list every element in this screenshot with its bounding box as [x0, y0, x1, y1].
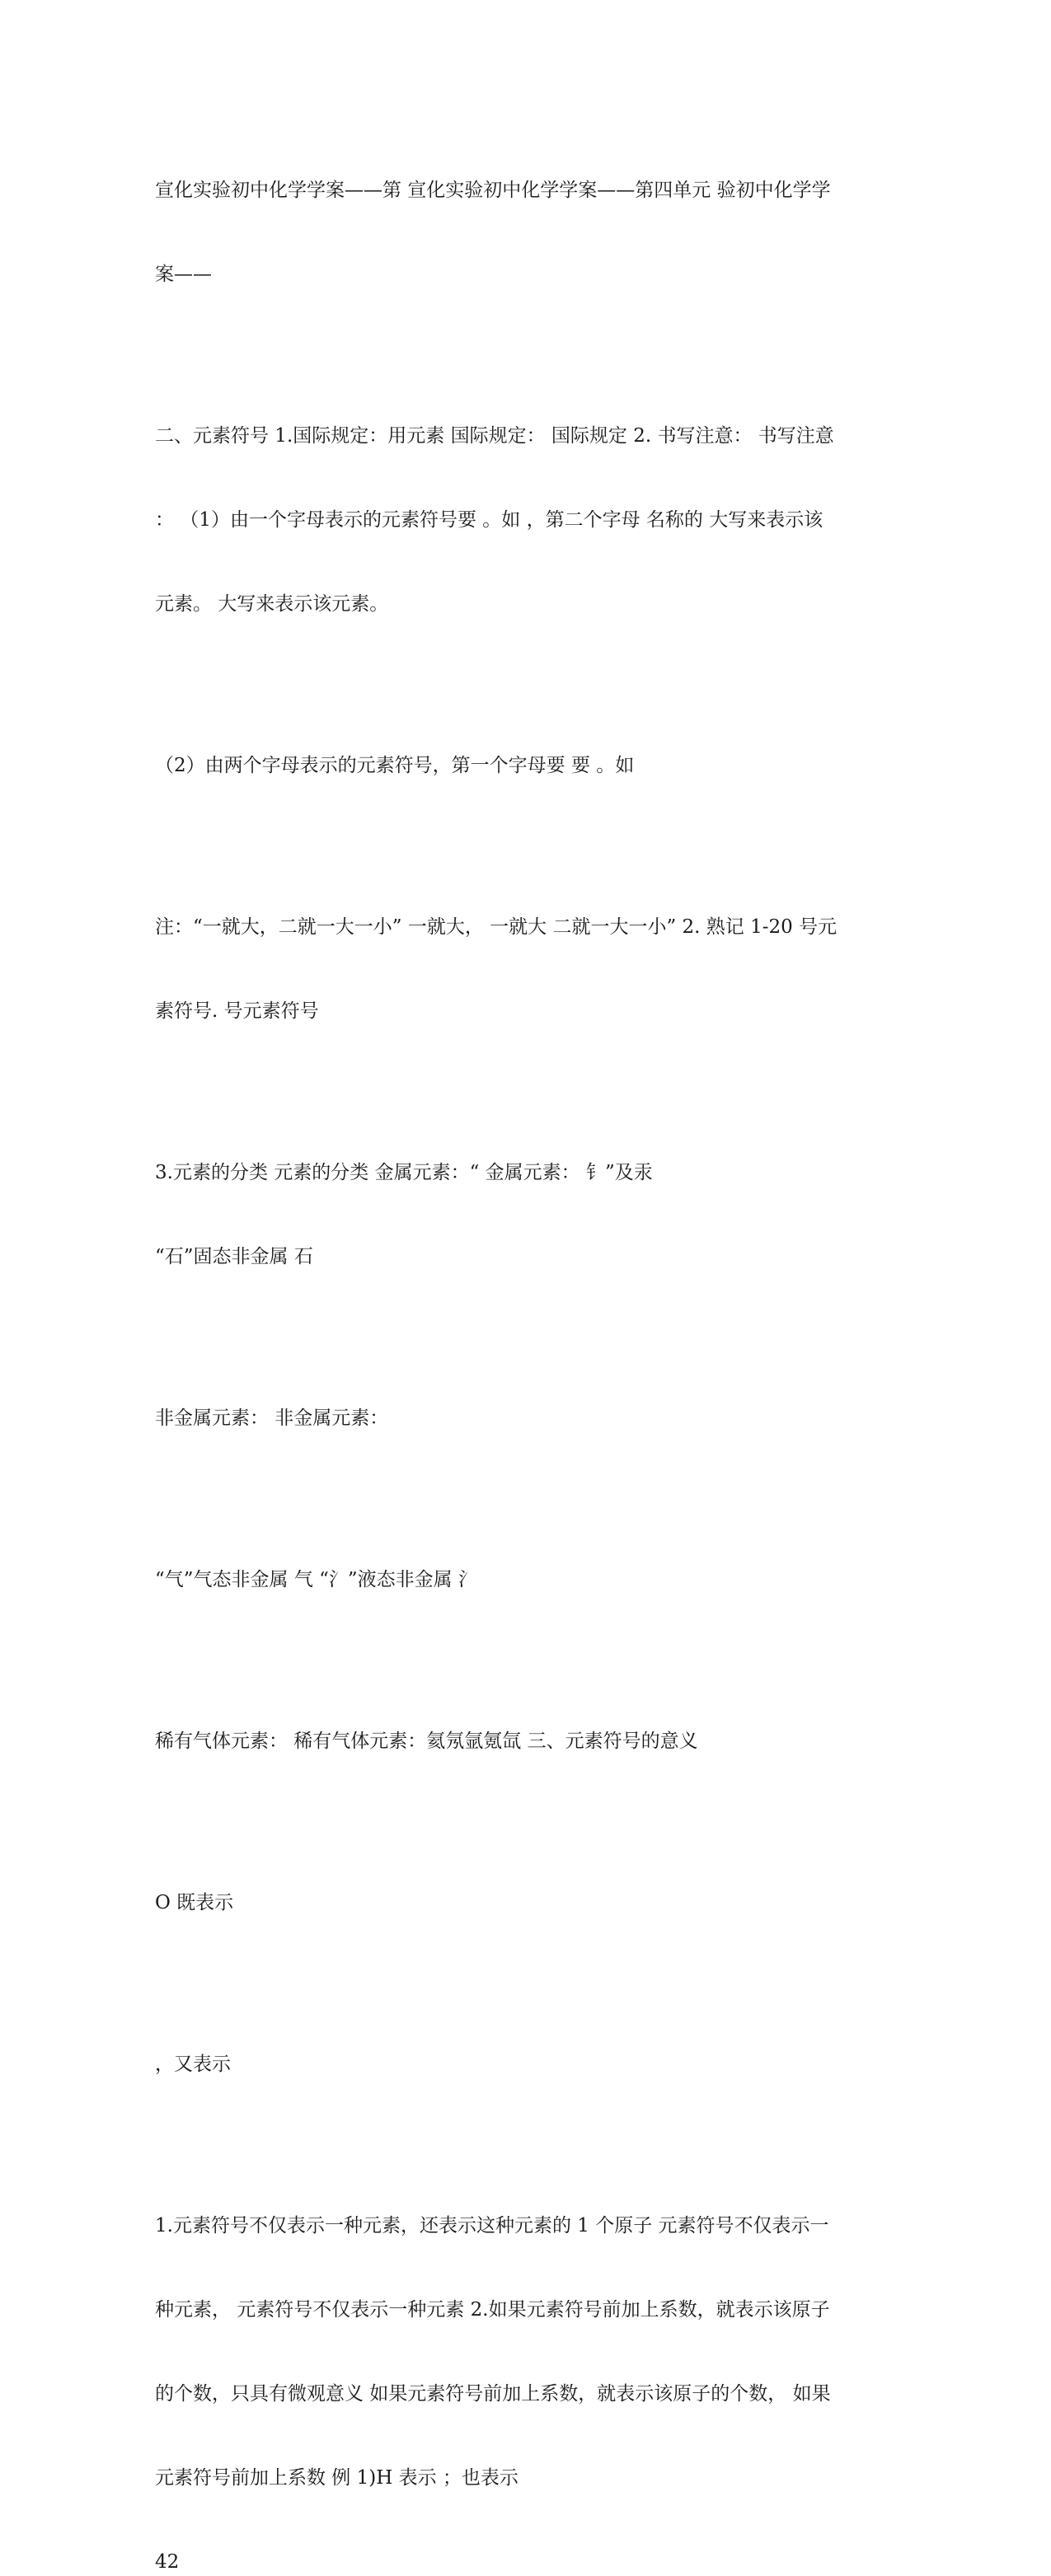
paragraph-also-means — [155, 1994, 905, 2134]
text-line: O 既表示 — [155, 1892, 234, 1913]
text-line: 素符号. 号元素符号 — [155, 1000, 319, 1022]
paragraph-classification — [155, 1103, 905, 1327]
text-line: ，又表示 — [155, 2054, 231, 2075]
document-page — [155, 120, 905, 2576]
paragraph-noble-gas — [155, 1671, 905, 1811]
text-line: 种元素， 元素符号不仅表示一种元素 2.如果元素符号前加上系数，就表示该原子 — [155, 2299, 830, 2321]
text-line: 稀有气体元素： 稀有气体元素：氦氖氩氪氙 三、元素符号的意义 — [155, 1731, 698, 1752]
text-line: 元素符号前加上系数 例 1)H 表示 ；也表示 — [155, 2467, 518, 2489]
text-line: 3.元素的分类 元素的分类 金属元素：“ 金属元素： 钅”及汞 — [155, 1162, 653, 1183]
text-line: 的个数，只具有微观意义 如果元素符号前加上系数，就表示该原子的个数， 如果 — [155, 2383, 831, 2405]
text-line: 注：“一就大，二就一大一小” 一就大， 一就大 二就一大一小” 2. 熟记 1-20 号元 — [155, 916, 838, 938]
text-line: “气”气态非金属 气 “氵”液态非金属 氵 — [155, 1569, 477, 1590]
text-line: 非金属元素： 非金属元素： — [155, 1407, 389, 1429]
text-line: 1.元素符号不仅表示一种元素，还表示这种元素的 1 个原子 元素符号不仅表示一 — [155, 2215, 829, 2236]
paragraph-gas-liquid-nonmetal — [155, 1510, 905, 1650]
text-line: 二、元素符号 1.国际规定：用元素 国际规定： 国际规定 2. 书写注意： 书写注意 — [155, 425, 834, 447]
page-number: 42 — [155, 2551, 180, 2573]
text-line: ： （1）由一个字母表示的元素符号要 。如 ，第二个字母 名称的 大写来表示该 — [155, 509, 823, 531]
paragraph-element-symbols — [155, 366, 905, 674]
paragraph-note — [155, 857, 905, 1081]
paragraph-o-meaning — [155, 1833, 905, 1973]
text-line: （2）由两个字母表示的元素符号，第一个字母要 要 。如 — [155, 755, 635, 776]
paragraph-two-letter-symbols — [155, 696, 905, 836]
paragraph-nonmetal — [155, 1348, 905, 1488]
text-line: 宣化实验初中化学学案——第 宣化实验初中化学学案——第四单元 验初中化学学 — [155, 180, 831, 201]
paragraph-symbol-meaning — [155, 2156, 905, 2548]
text-line: “石”固态非金属 石 — [155, 1246, 313, 1267]
text-line: 案—— — [155, 264, 212, 285]
paragraph-title — [155, 120, 905, 344]
text-line: 元素。 大写来表示该元素。 — [155, 593, 389, 615]
